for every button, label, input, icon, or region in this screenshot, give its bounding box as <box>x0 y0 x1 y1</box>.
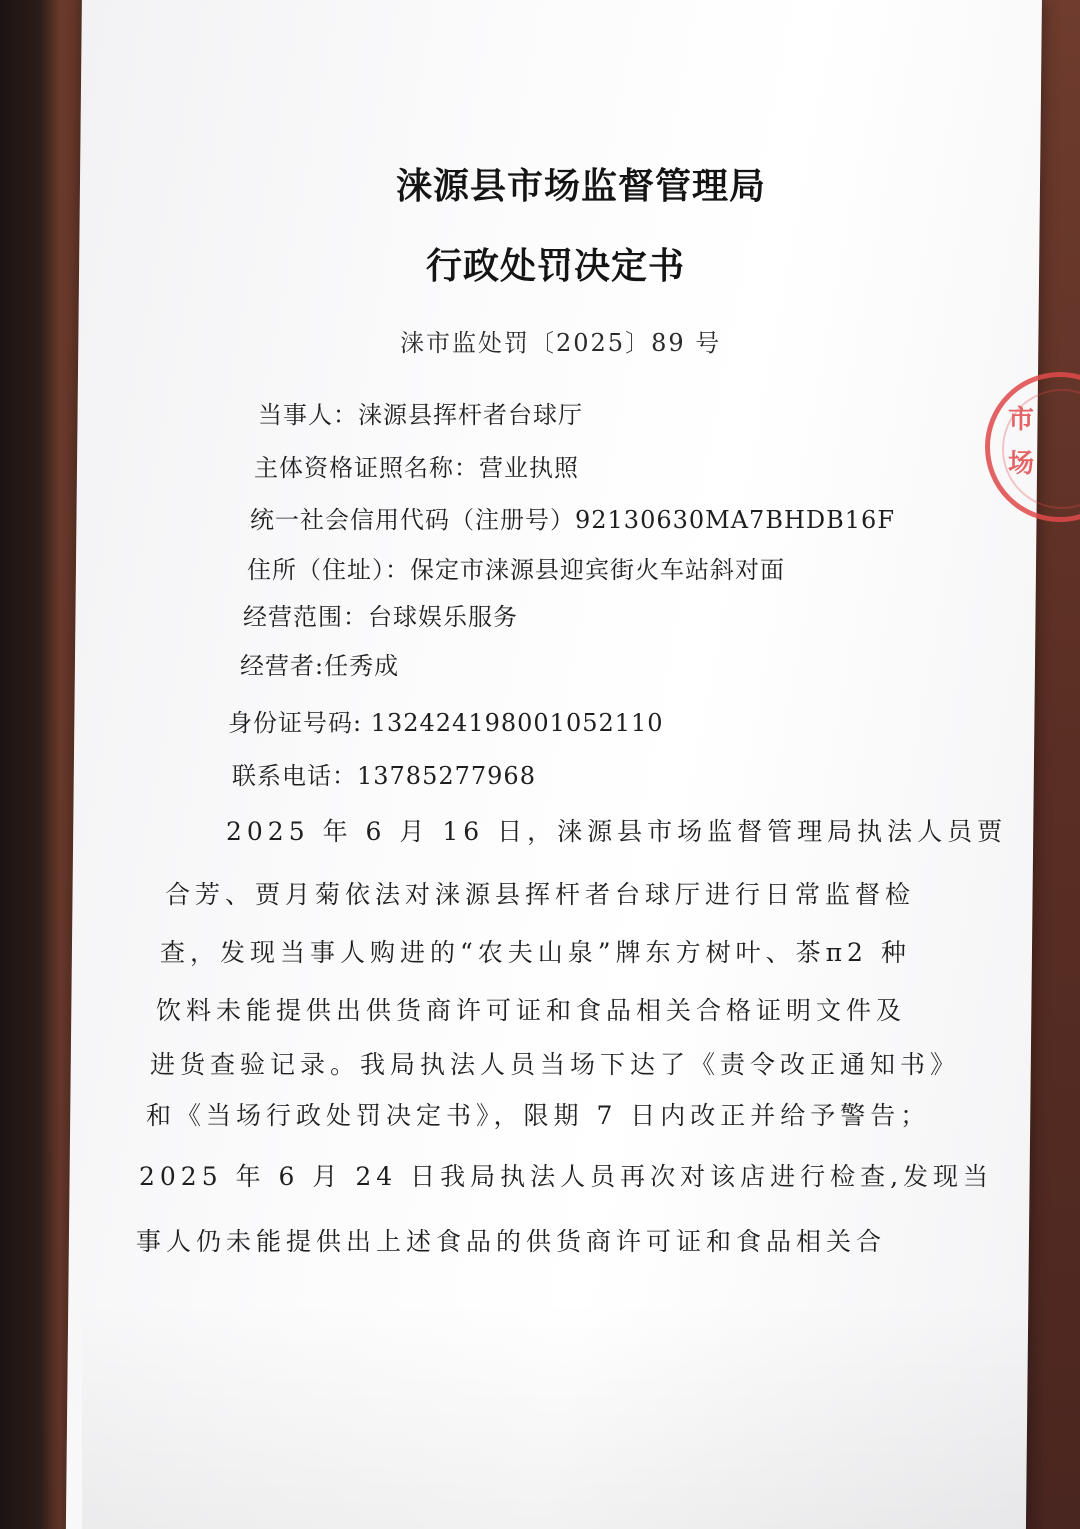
body-line-3: 查，发现当事人购进的“农夫山泉”牌东方树叶、茶π2 种 <box>160 938 911 967</box>
seal-char-2: 场 <box>1008 449 1035 479</box>
phone-field: 联系电话：13785277968 <box>232 762 536 790</box>
agency-title: 涞源县市场监督管理局 <box>396 166 767 207</box>
address-field: 住所（住址）：保定市涞源县迎宾街火车站斜对面 <box>247 556 785 584</box>
body-line-6: 和《当场行政处罚决定书》，限期 7 日内改正并给予警告； <box>146 1101 931 1130</box>
document-sheet <box>66 0 1042 1529</box>
document-type-title: 行政处罚决定书 <box>426 246 686 287</box>
body-line-1: 2025 年 6 月 16 日，涞源县市场监督管理局执法人员贾 <box>226 817 1008 846</box>
body-line-7: 2025 年 6 月 24 日我局执法人员再次对该店进行检查,发现当 <box>139 1162 994 1191</box>
body-line-5: 进货查验记录。我局执法人员当场下达了《责令改正通知书》 <box>150 1050 961 1079</box>
license-name-field: 主体资格证照名称：营业执照 <box>254 454 579 482</box>
business-scope-field: 经营范围：台球娱乐服务 <box>243 603 518 631</box>
credit-code-field: 统一社会信用代码（注册号）92130630MA7BHDB16F <box>250 506 895 534</box>
party-field: 当事人：涞源县挥杆者台球厅 <box>258 401 583 429</box>
body-line-4: 饮料未能提供出供货商许可证和食品相关合格证明文件及 <box>156 996 907 1025</box>
operator-field: 经营者:任秀成 <box>240 652 400 680</box>
body-line-2: 合芳、贾月菊依法对涞源县挥杆者台球厅进行日常监督检 <box>165 880 916 909</box>
id-number-field: 身份证号码: 132424198001052110 <box>228 709 664 737</box>
document-number: 涞市监处罚〔2025〕89 号 <box>400 329 722 357</box>
body-line-8: 事人仍未能提供出上述食品的供货商许可证和食品相关合 <box>136 1227 887 1256</box>
seal-char-1: 市 <box>1008 405 1035 435</box>
